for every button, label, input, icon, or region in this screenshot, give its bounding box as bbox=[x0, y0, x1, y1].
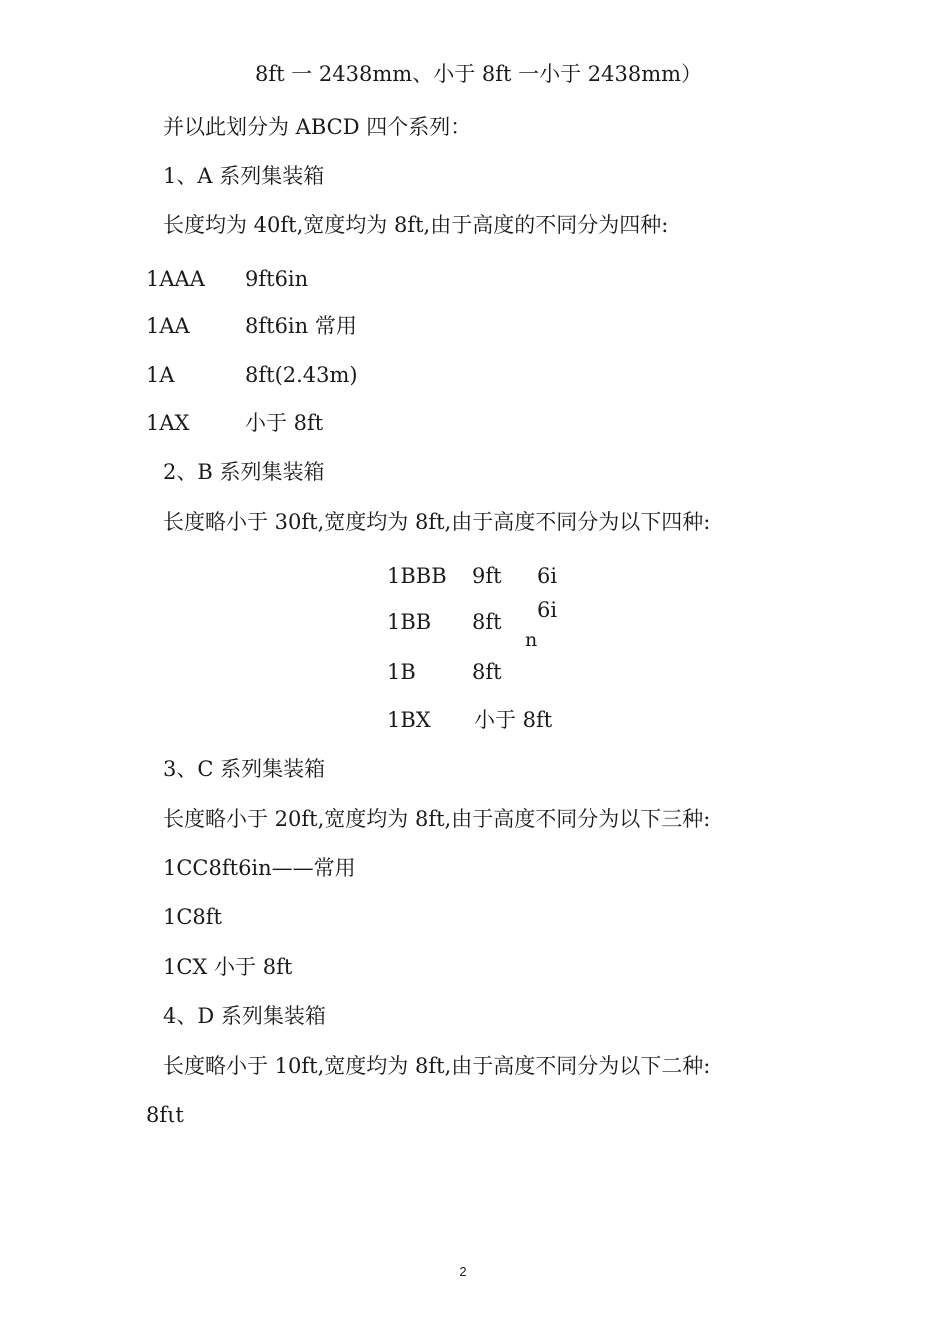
intro-line: 并以此划分为 ABCD 四个系列： bbox=[163, 115, 472, 139]
row-code: 1BB bbox=[387, 610, 432, 634]
row-value: 小于 8ft bbox=[245, 411, 324, 435]
section-c-heading: 3、C 系列集装箱 bbox=[163, 757, 326, 781]
c-row-1cc: 1CC8ft6in——常用 bbox=[163, 856, 356, 880]
section-b-heading: 2、B 系列集装箱 bbox=[163, 460, 325, 484]
c-row-1c: 1C8ft bbox=[163, 905, 223, 929]
row-code: 1A bbox=[146, 363, 175, 387]
row-value: 8ft(2.43m) bbox=[245, 363, 358, 387]
row-code: 1BBB bbox=[387, 564, 447, 588]
section-b-description: 长度略小于 30ft,宽度均为 8ft,由于高度不同分为以下四种: bbox=[163, 510, 711, 534]
section-d-description: 长度略小于 10ft,宽度均为 8ft,由于高度不同分为以下二种: bbox=[163, 1054, 711, 1078]
d-row-1: 8fιt bbox=[146, 1103, 184, 1127]
section-a-heading: 1、A 系列集装箱 bbox=[163, 164, 325, 188]
c-row-1cx: 1CX 小于 8ft bbox=[163, 955, 293, 979]
row-value: 8ft bbox=[472, 660, 502, 684]
row-code: 1AX bbox=[146, 411, 190, 435]
row-code: 1B bbox=[387, 660, 416, 684]
row-value: 8ft bbox=[472, 610, 502, 634]
section-d-heading: 4、D 系列集装箱 bbox=[163, 1004, 326, 1028]
row-code: 1AA bbox=[146, 314, 190, 338]
row-code: 1AAA bbox=[146, 267, 205, 291]
top-line: 8ft 一 2438mm、小于 8ft 一小于 2438mm） bbox=[255, 62, 703, 86]
row-extra: 6i bbox=[537, 564, 558, 588]
row-extra: 6i bbox=[537, 598, 558, 622]
row-extra-sub: n bbox=[525, 629, 538, 651]
section-a-description: 长度均为 40ft,宽度均为 8ft,由于高度的不同分为四种: bbox=[163, 213, 669, 237]
row-code: 1BX bbox=[387, 708, 431, 732]
page-number: 2 bbox=[459, 1264, 467, 1279]
section-c-description: 长度略小于 20ft,宽度均为 8ft,由于高度不同分为以下三种: bbox=[163, 807, 711, 831]
row-value: 9ft bbox=[472, 564, 502, 588]
row-value: 小于 8ft bbox=[474, 708, 553, 732]
row-value: 9ft6in bbox=[245, 267, 309, 291]
row-value: 8ft6in 常用 bbox=[245, 314, 357, 338]
